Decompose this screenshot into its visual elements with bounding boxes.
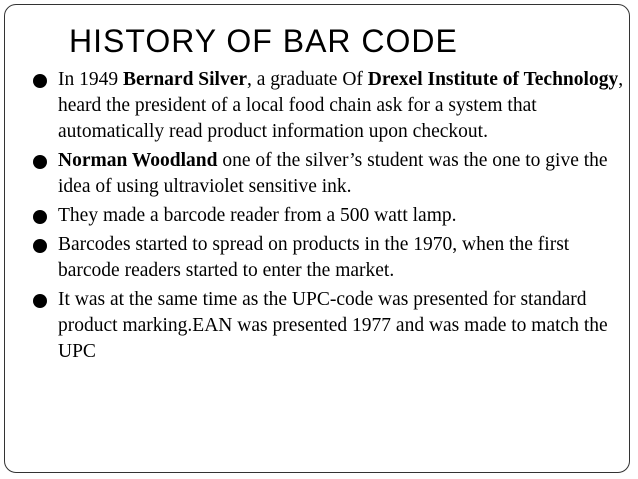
bullet-dot-icon bbox=[33, 74, 47, 88]
bullet-text: Barcodes started to spread on products in the 1970, when the first barcode readers started to enter the market. bbox=[58, 234, 570, 281]
bullet-item bbox=[33, 148, 625, 200]
bullet-text-segment: one of the silver’s student was the one to give the idea of using ultraviolet sensitive ink. bbox=[58, 150, 608, 197]
bullet-list bbox=[33, 67, 625, 368]
bullet-text-emphasis: Bernard Silver bbox=[123, 69, 248, 90]
bullet-text bbox=[58, 150, 608, 197]
bullet-text-segment: , heard the president of a local food chain ask for a system that automatically read product information upon checkout. bbox=[58, 69, 624, 142]
bullet-dot-icon bbox=[33, 294, 47, 308]
slide-title: HISTORY OF BAR CODE bbox=[69, 23, 458, 59]
slide bbox=[4, 4, 630, 473]
bullet-item bbox=[33, 232, 625, 284]
bullet-item bbox=[33, 287, 625, 365]
bullet-text: They made a barcode reader from a 500 watt lamp. bbox=[58, 205, 457, 226]
bullet-item bbox=[33, 203, 625, 229]
bullet-text: It was at the same time as the UPC-code was presented for standard product marking.EAN was presented 1977 and was made to match the UPC bbox=[58, 289, 608, 362]
bullet-dot-icon bbox=[33, 210, 47, 224]
bullet-text bbox=[58, 69, 623, 142]
bullet-text-segment: , a graduate Of bbox=[247, 69, 368, 90]
bullet-text-segment: In 1949 bbox=[58, 69, 123, 90]
bullet-text-emphasis: Norman Woodland bbox=[58, 150, 218, 171]
bullet-text-emphasis: Drexel Institute of Technology bbox=[367, 69, 619, 90]
bullet-item bbox=[33, 67, 625, 145]
bullet-dot-icon bbox=[33, 155, 47, 169]
bullet-dot-icon bbox=[33, 239, 47, 253]
